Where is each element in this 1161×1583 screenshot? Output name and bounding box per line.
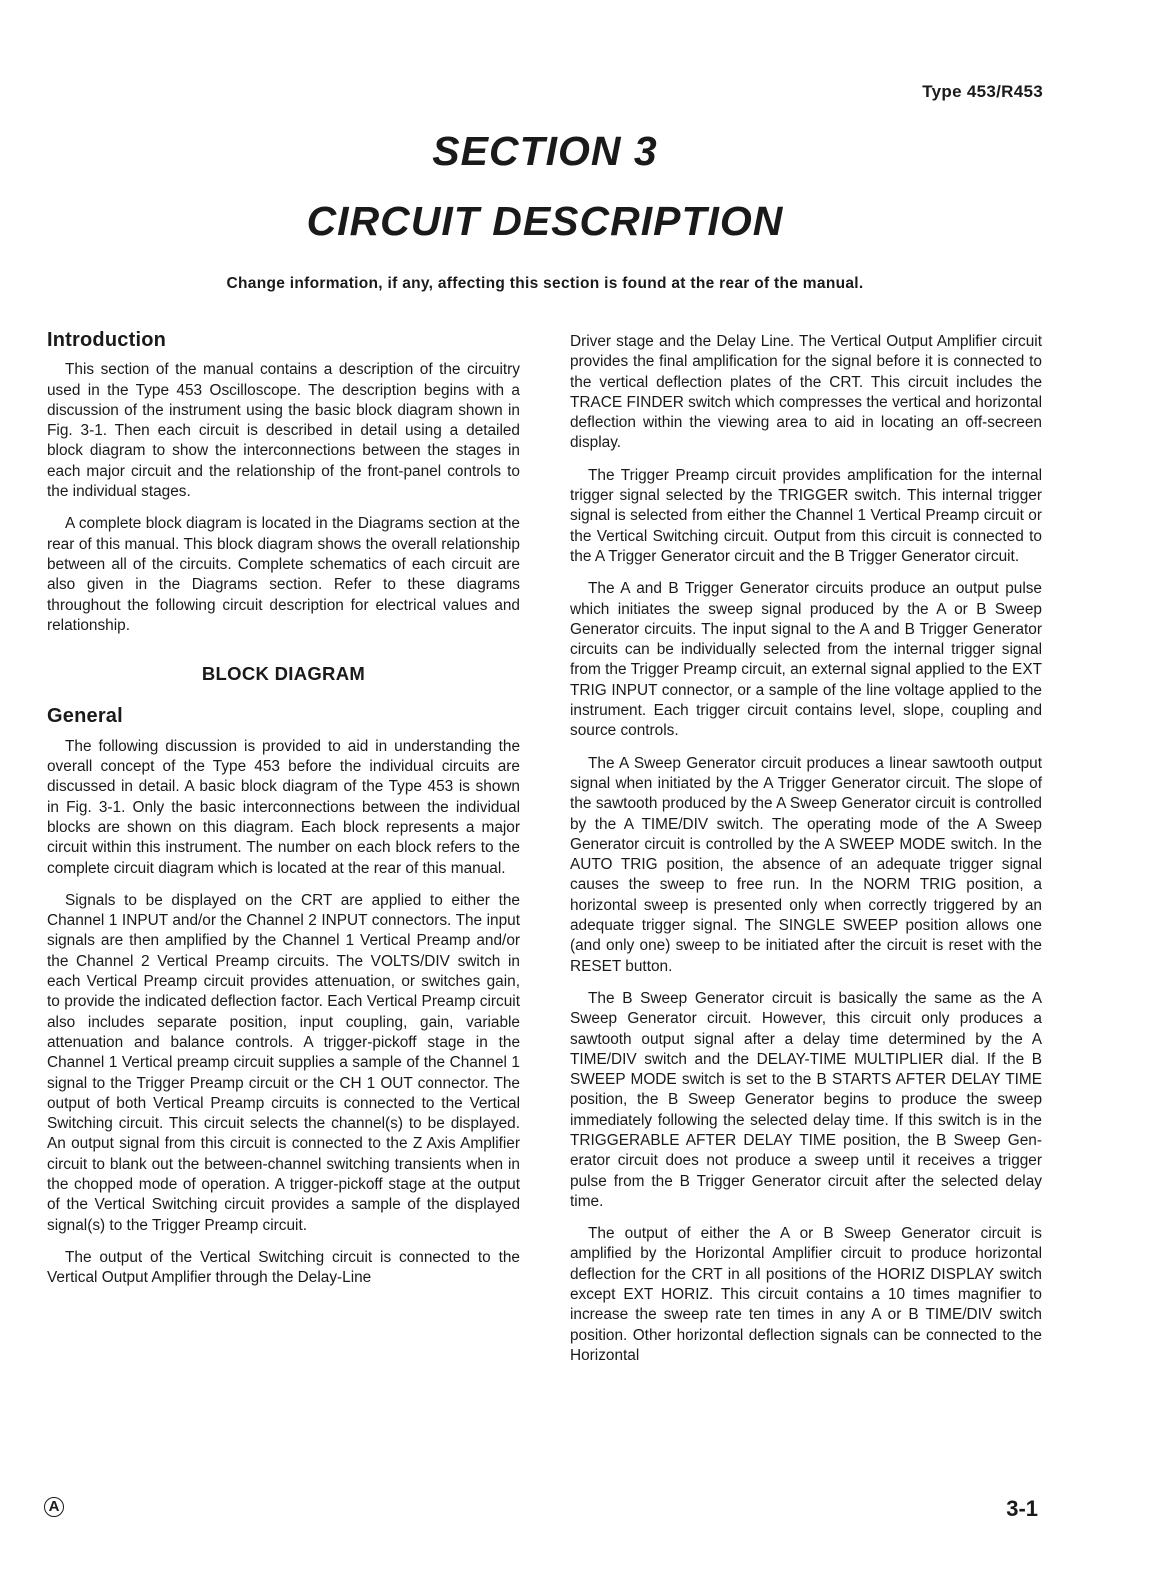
introduction-paragraph-1: This section of the manual contains a description of the circuitry used in the Type 453 Oscilloscope. The description begins with a discussion of the instrument using the basic block diagram shown in Fig. 3-1. Then each circuit is described in detail using a detailed block diagram to show the interconnections between the stages in each major circuit and the relationship of the front-panel controls to the individual stages. [47,361,520,501]
general-paragraph-1: The following discussion is provided to aid in understanding the overall concept of the Type 453 before the individual circuits are discussed in detail. A basic block diagram of the Type 453 is shown in Fig. 3-1. Only the basic interconnections between the individual blocks are shown on this diagram. Each block represents a major circuit within this instrument. The number on each block refers to the complete circuit diagram which is located at the rear of this manual. [47,737,520,877]
section-number-title: SECTION 3 [432,128,658,174]
introduction-heading: Introduction [47,329,167,351]
right-paragraph-3: The A and B Trigger Generator circuits produce an output pulse which initiates the sweep signal produced by the A or B Sweep Generator circuits. The input signal to the A and B Trigger Generator circuits can be individually selected from the internal trigger signal from the Trigger Preamp circuit, an external signal applied to the EXT TRIG INPUT connector, or a sample of the line voltage applied to the instrument. Each trigger circuit contains level, slope, coupling and source controls. [570,580,1042,740]
right-paragraph-2: The Trigger Preamp circuit provides amplification for the internal trigger signal selected by the TRIGGER switch. This internal trigger signal is selected from either the Channel 1 Vertical Preamp circuit or the Vertical Switching circuit. Output from this circuit is connected to the A Trigger Generator circuit and the B Trigger Generator circuit. [570,466,1042,565]
right-paragraph-1: Driver stage and the Delay Line. The Vertical Output Amplifier circuit provides the final amplification for the signal before it is connected to the vertical deflection plates of the CRT. This circuit includes the TRACE FINDER switch which compresses the vertical and horizontal deflection within the viewing area to aid in locating an off-secreen display. [570,333,1042,452]
revision-mark-icon: A [44,1497,64,1517]
general-heading: General [47,705,123,728]
right-paragraph-6: The output of either the A or B Sweep Generator circuit is amplified by the Horizontal Amplifier circuit to produce horizontal deflection for the CRT in all positions of the HORIZ DISPLAY switch except EXT HORIZ. This circuit contains a 10 times magnifier to increase the sweep rate ten times in any A or B TIME/DIV switch position. Other horizontal deflection signals can be connected to the Horizontal [570,1225,1042,1364]
section-name-title: CIRCUIT DESCRIPTION [306,198,784,244]
general-paragraph-3: The output of the Vertical Switching circuit is connected to the Vertical Output Amplifier through the Delay-Line [47,1248,520,1287]
document-type-header: Type 453/R453 [922,82,1043,101]
page-number: 3-1 [1006,1496,1038,1521]
right-paragraph-5: The B Sweep Generator circuit is basically the same as the A Sweep Generator circuit. However, this circuit only produces a sawtooth output signal after a delay time determined by the A TIME/DIV switch and the DELAY-TIME MULTIPLIER dial. If the B SWEEP MODE switch is set to the B STARTS AFTER DELAY TIME position, the B Sweep Generator begins to produce the sweep immediately following the selected delay time. If this switch is in the TRIGGERABLE AFTER DELAY TIME position, the B Sweep Generator circuit does not produce a sweep until it receives a trigger pulse from the B Trigger Generator circuit after the selected delay time. [570,989,1042,1210]
left-text-column [47,330,520,1300]
block-diagram-heading: BLOCK DIAGRAM [201,663,366,685]
general-paragraph-2: Signals to be displayed on the CRT are applied to either the Channel 1 INPUT and/or the Channel 2 INPUT connectors. The input signals are then amplified by the Channel 1 Vertical Preamp and/or the Channel 2 Vertical Preamp circuits. The VOLTS/DIV switch in each Vertical Preamp circuit provides attenuation, or switches gain, to provide the indicated deflection factor. Each Vertical Preamp circuit also includes separate position, input coupling, gain, variable attenuation and balance controls. A trigger-pickoff stage in the Channel 1 Vertical preamp circuit supplies a sample of the Channel 1 signal to the Trigger Preamp circuit or the CH 1 OUT connector. The output of both Vertical Preamp circuits is connected to the Vertical Switching circuit. This circuit selects the channel(s) to be displayed. An output signal from this circuit is connected to the Z Axis Amplifier circuit to blank out the between-channel switching transients when in the chopped mode of operation. A trigger-pickoff stage at the output of the Vertical Switching circuit provides a sample of the displayed signal(s) to the Trigger Preamp circuit. [47,891,520,1234]
introduction-paragraph-2: A complete block diagram is located in the Diagrams section at the rear of this manual. This block diagram shows the overall relationship between all of the circuits. Complete schematics of each circuit are also given in the Diagrams section. Refer to these diagrams throughout the following circuit description for electrical values and relationship. [47,515,520,634]
change-information-note: Change information, if any, affecting this section is found at the rear of the manual. [226,275,864,292]
right-paragraph-4: The A Sweep Generator circuit produces a linear sawtooth output signal when initiated by the A Trigger Generator circuit. The slope of the sawtooth produced by the A Sweep Generator circuit is controlled by the A TIME/DIV switch. The operating mode of the A Sweep Generator circuit is controlled by the A SWEEP MODE switch. In the AUTO TRIG position, the absence of an adequate trigger signal causes the sweep to free run. In the NORM TRIG position, a horizontal sweep is presented only when correctly triggered by an adequate trigger signal. The SINGLE SWEEP position allows one (and only one) sweep to be initiated after the circuit is reset with the RESET button. [570,754,1042,975]
right-text-column [570,332,1042,1378]
